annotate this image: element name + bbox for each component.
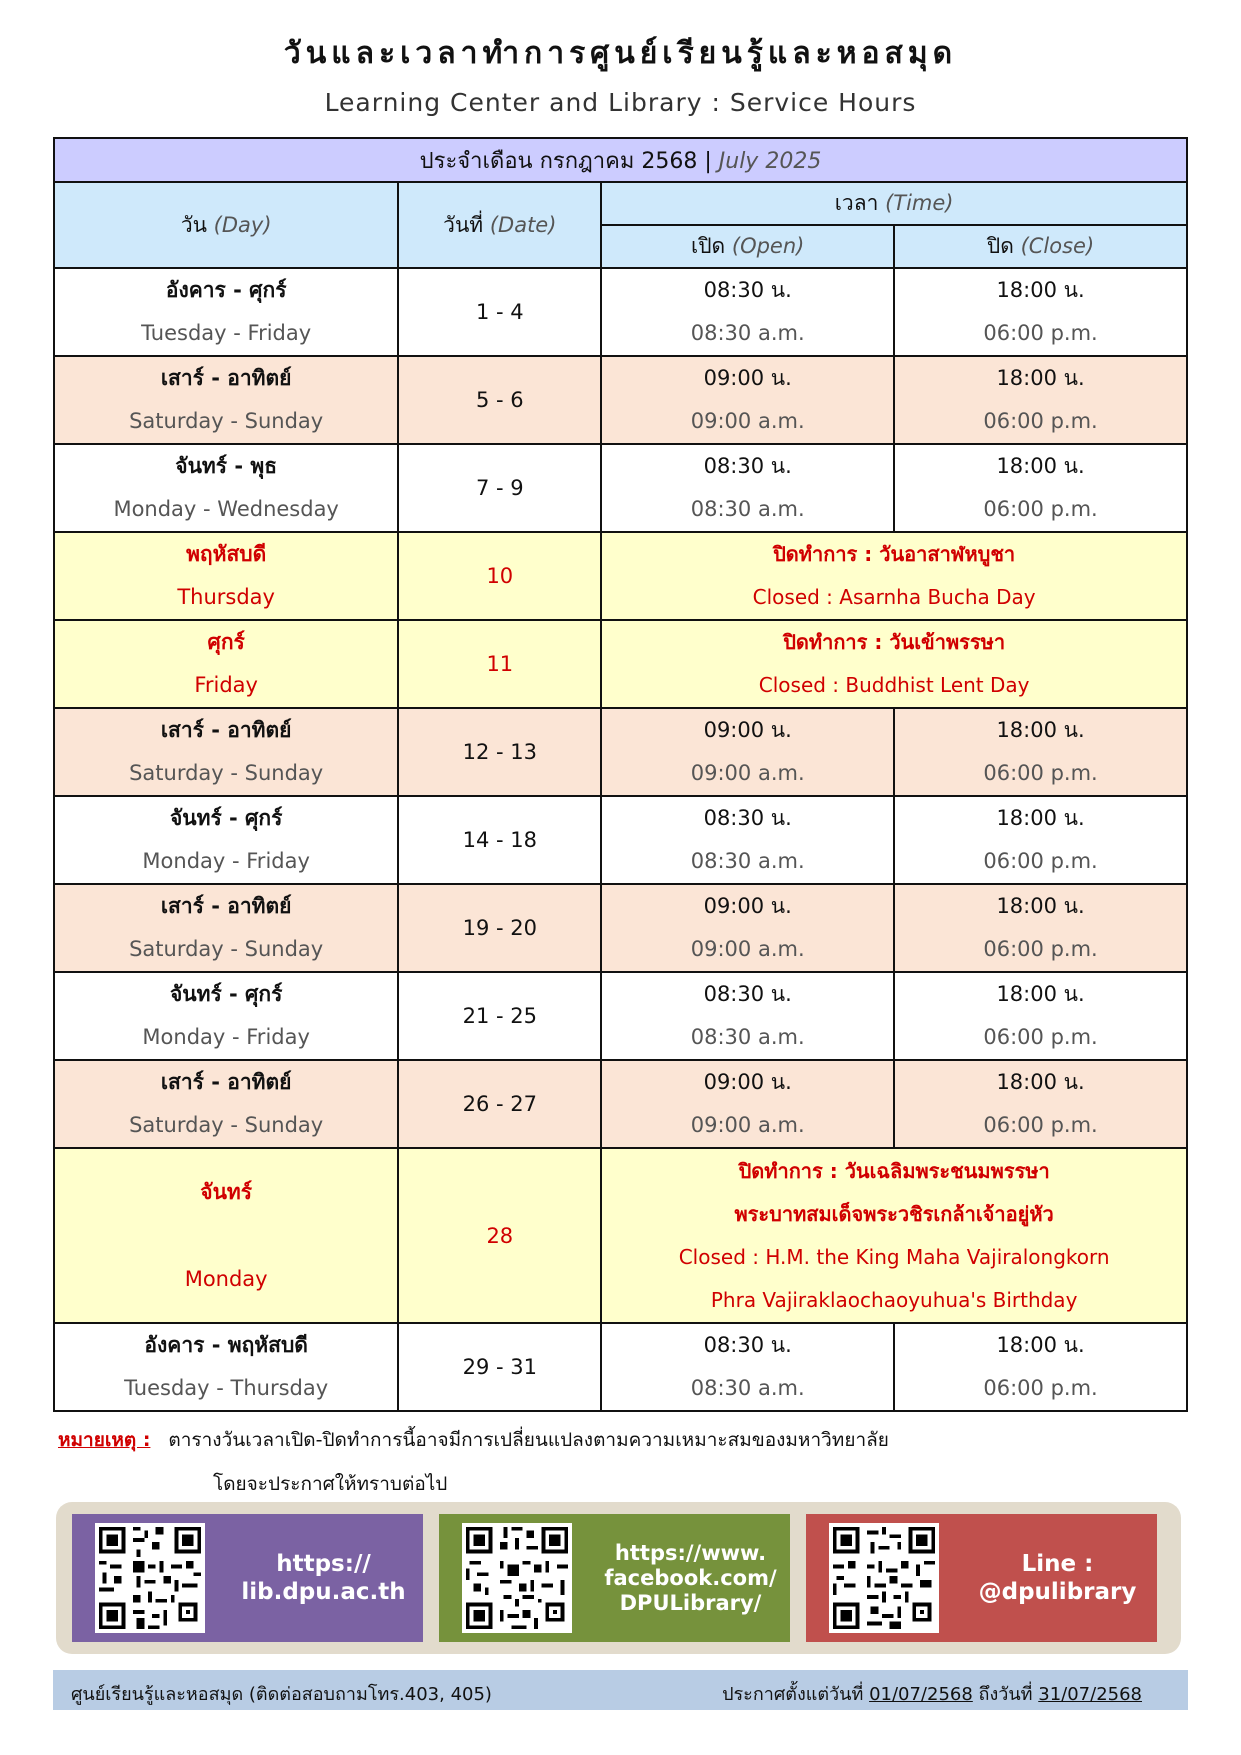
- footer-announce: [722, 1679, 1142, 1708]
- open-en: 09:00 a.m.: [690, 409, 805, 433]
- close-th: 18:00 น.: [996, 894, 1085, 918]
- close-cell: [894, 1323, 1187, 1411]
- close-en: 06:00 p.m.: [983, 1376, 1098, 1400]
- time-header-th: เวลา: [834, 191, 879, 215]
- close-cell: [894, 356, 1187, 444]
- day-cell: [54, 1148, 398, 1323]
- closed-cell: [601, 1148, 1187, 1323]
- close-en: 06:00 p.m.: [983, 409, 1098, 433]
- closed-en-2: Phra Vajiraklaochaoyuhua's Birthday: [710, 1287, 1078, 1312]
- open-cell: [601, 444, 894, 532]
- facebook-line-1: https://www.: [614, 1540, 767, 1565]
- website-card[interactable]: [72, 1514, 423, 1642]
- column-header-row: [54, 182, 1187, 225]
- day-th: จันทร์ - พุธ: [175, 454, 278, 478]
- close-th: 18:00 น.: [996, 366, 1085, 390]
- holiday-row: [54, 1148, 1187, 1323]
- line-line-1: Line :: [1021, 1551, 1094, 1577]
- day-cell: [54, 972, 398, 1060]
- qr-code-icon: [820, 1523, 948, 1633]
- day-cell: [54, 884, 398, 972]
- day-cell: [54, 708, 398, 796]
- facebook-line-2: facebook.com/: [604, 1565, 777, 1590]
- close-cell: [894, 1060, 1187, 1148]
- open-en: 09:00 a.m.: [690, 1113, 805, 1137]
- closed-th-2: พระบาทสมเด็จพระวชิรเกล้าเจ้าอยู่หัว: [734, 1201, 1054, 1226]
- date-cell: 19 - 20: [398, 884, 601, 972]
- holiday-row: [54, 620, 1187, 708]
- open-column-header: [601, 225, 894, 268]
- day-th: อังคาร - พฤหัสบดี: [144, 1333, 308, 1357]
- page-subtitle: Learning Center and Library : Service Hours: [324, 88, 917, 117]
- closed-th-1: ปิดทำการ : วันเฉลิมพระชนมพรรษา: [738, 1158, 1050, 1183]
- date-cell: 5 - 6: [398, 356, 601, 444]
- close-th: 18:00 น.: [996, 278, 1085, 302]
- month-header-row: [54, 138, 1187, 182]
- open-cell: [601, 708, 894, 796]
- date-cell: 12 - 13: [398, 708, 601, 796]
- closed-cell: [601, 620, 1187, 708]
- day-en: Tuesday - Friday: [141, 321, 312, 345]
- day-th: ศุกร์: [207, 630, 245, 654]
- day-th: จันทร์ - ศุกร์: [169, 982, 283, 1006]
- time-header-en: (Time): [885, 191, 954, 215]
- day-cell: [54, 444, 398, 532]
- open-en: 08:30 a.m.: [690, 1025, 805, 1049]
- date-cell: 1 - 4: [398, 268, 601, 356]
- month-en: July 2025: [718, 148, 822, 174]
- open-en: 08:30 a.m.: [690, 321, 805, 345]
- website-line-2: lib.dpu.ac.th: [241, 1579, 406, 1605]
- facebook-line-3: DPULibrary/: [619, 1590, 762, 1615]
- day-cell: [54, 532, 398, 620]
- month-th: ประจำเดือน กรกฎาคม 2568 |: [419, 148, 712, 174]
- close-cell: [894, 268, 1187, 356]
- date-cell: 29 - 31: [398, 1323, 601, 1411]
- day-cell: [54, 620, 398, 708]
- day-header-en: (Day): [213, 212, 272, 237]
- close-en: 06:00 p.m.: [983, 849, 1098, 873]
- closed-th: ปิดทำการ : วันอาสาฬหบูชา: [773, 542, 1016, 566]
- open-en: 08:30 a.m.: [690, 1376, 805, 1400]
- date-cell: 7 - 9: [398, 444, 601, 532]
- table-row: [54, 884, 1187, 972]
- announce-until-label: ถึงวันที่: [978, 1684, 1033, 1705]
- close-en: 06:00 p.m.: [983, 321, 1098, 345]
- open-cell: [601, 268, 894, 356]
- open-th: 08:30 น.: [703, 982, 792, 1006]
- date-column-header: [398, 182, 601, 268]
- open-cell: [601, 884, 894, 972]
- close-cell: [894, 444, 1187, 532]
- day-th: เสาร์ - อาทิตย์: [160, 894, 292, 918]
- day-en: Saturday - Sunday: [129, 409, 324, 433]
- day-th: อังคาร - ศุกร์: [165, 278, 287, 302]
- open-th: 09:00 น.: [703, 366, 792, 390]
- day-en: Saturday - Sunday: [129, 1113, 324, 1137]
- month-title: [54, 138, 1187, 182]
- close-cell: [894, 796, 1187, 884]
- close-en: 06:00 p.m.: [983, 761, 1098, 785]
- day-th: เสาร์ - อาทิตย์: [160, 718, 292, 742]
- day-th: เสาร์ - อาทิตย์: [160, 366, 292, 390]
- day-en: Tuesday - Thursday: [124, 1376, 329, 1400]
- day-en: Monday: [184, 1266, 268, 1291]
- open-header-th: เปิด: [691, 234, 726, 258]
- date-cell: 11: [398, 620, 601, 708]
- day-th: จันทร์ - ศุกร์: [169, 806, 283, 830]
- table-row: [54, 708, 1187, 796]
- note-label: หมายเหตุ :: [58, 1429, 151, 1451]
- table-row: [54, 356, 1187, 444]
- open-cell: [601, 972, 894, 1060]
- announce-label: ประกาศตั้งแต่วันที่: [722, 1684, 864, 1705]
- open-en: 09:00 a.m.: [690, 761, 805, 785]
- close-en: 06:00 p.m.: [983, 1113, 1098, 1137]
- note: [58, 1418, 889, 1506]
- facebook-card[interactable]: [439, 1514, 790, 1642]
- day-en: Monday - Wednesday: [113, 497, 339, 521]
- qr-code-icon: [86, 1523, 214, 1633]
- open-th: 08:30 น.: [703, 1333, 792, 1357]
- table-row: [54, 972, 1187, 1060]
- day-en: Saturday - Sunday: [129, 761, 324, 785]
- announce-to-date: 31/07/2568: [1038, 1684, 1142, 1705]
- line-card[interactable]: [806, 1514, 1157, 1642]
- day-th: เสาร์ - อาทิตย์: [160, 1070, 292, 1094]
- note-line-2: โดยจะประกาศให้ทราบต่อไป: [213, 1473, 448, 1495]
- table-row: [54, 796, 1187, 884]
- day-header-th: วัน: [180, 212, 207, 237]
- close-th: 18:00 น.: [996, 806, 1085, 830]
- footer-contact: ศูนย์เรียนรู้และหอสมุด (ติดต่อสอบถามโทร.403, 405): [71, 1684, 492, 1705]
- note-line-1: ตารางวันเวลาเปิด-ปิดทำการนี้อาจมีการเปลี่ยนแปลงตามความเหมาะสมของมหาวิทยาลัย: [168, 1429, 889, 1451]
- table-row: [54, 268, 1187, 356]
- day-column-header: [54, 182, 398, 268]
- close-column-header: [894, 225, 1187, 268]
- line-line-2: @dpulibrary: [978, 1579, 1137, 1605]
- website-line-1: https://: [276, 1551, 371, 1577]
- day-en: Thursday: [177, 585, 275, 609]
- schedule-table: [53, 137, 1188, 1412]
- day-th: จันทร์: [200, 1179, 253, 1204]
- closed-en: Closed : Buddhist Lent Day: [758, 673, 1030, 697]
- day-cell: [54, 268, 398, 356]
- date-cell: 10: [398, 532, 601, 620]
- close-th: 18:00 น.: [996, 454, 1085, 478]
- open-cell: [601, 796, 894, 884]
- holiday-row: [54, 532, 1187, 620]
- day-en: Monday - Friday: [142, 1025, 310, 1049]
- close-en: 06:00 p.m.: [983, 497, 1098, 521]
- date-cell: 14 - 18: [398, 796, 601, 884]
- closed-en: Closed : Asarnha Bucha Day: [752, 585, 1036, 609]
- date-cell: 26 - 27: [398, 1060, 601, 1148]
- qr-code-icon: [453, 1523, 581, 1633]
- open-th: 09:00 น.: [703, 718, 792, 742]
- day-en: Friday: [194, 673, 258, 697]
- close-cell: [894, 708, 1187, 796]
- website-link[interactable]: [224, 1550, 423, 1606]
- open-en: 08:30 a.m.: [690, 497, 805, 521]
- date-header-th: วันที่: [443, 212, 484, 237]
- closed-cell: [601, 532, 1187, 620]
- open-cell: [601, 356, 894, 444]
- close-cell: [894, 884, 1187, 972]
- open-th: 08:30 น.: [703, 454, 792, 478]
- open-th: 08:30 น.: [703, 278, 792, 302]
- day-th: พฤหัสบดี: [186, 542, 267, 566]
- day-en: Saturday - Sunday: [129, 937, 324, 961]
- time-column-header: [601, 182, 1187, 225]
- open-th: 08:30 น.: [703, 806, 792, 830]
- closed-en-1: Closed : H.M. the King Maha Vajiralongkorn: [678, 1244, 1110, 1269]
- close-header-th: ปิด: [986, 234, 1014, 258]
- date-cell: 21 - 25: [398, 972, 601, 1060]
- open-header-en: (Open): [731, 234, 805, 258]
- close-en: 06:00 p.m.: [983, 1025, 1098, 1049]
- day-cell: [54, 796, 398, 884]
- facebook-link[interactable]: [591, 1541, 790, 1616]
- close-cell: [894, 972, 1187, 1060]
- line-link[interactable]: [958, 1550, 1157, 1606]
- open-th: 09:00 น.: [703, 1070, 792, 1094]
- close-en: 06:00 p.m.: [983, 937, 1098, 961]
- announce-from-date: 01/07/2568: [869, 1684, 973, 1705]
- table-row: [54, 444, 1187, 532]
- footer-bar: [53, 1670, 1188, 1710]
- close-th: 18:00 น.: [996, 718, 1085, 742]
- contact-banner: [56, 1502, 1181, 1654]
- table-row: [54, 1323, 1187, 1411]
- close-header-en: (Close): [1020, 234, 1095, 258]
- open-cell: [601, 1323, 894, 1411]
- page-title: วันและเวลาทำการศูนย์เรียนรู้และหอสมุด: [283, 36, 958, 71]
- close-th: 18:00 น.: [996, 982, 1085, 1006]
- table-row: [54, 1060, 1187, 1148]
- open-en: 09:00 a.m.: [690, 937, 805, 961]
- close-th: 18:00 น.: [996, 1070, 1085, 1094]
- day-cell: [54, 1323, 398, 1411]
- open-cell: [601, 1060, 894, 1148]
- date-cell: 28: [398, 1148, 601, 1323]
- open-en: 08:30 a.m.: [690, 849, 805, 873]
- open-th: 09:00 น.: [703, 894, 792, 918]
- day-cell: [54, 1060, 398, 1148]
- day-en: Monday - Friday: [142, 849, 310, 873]
- closed-th: ปิดทำการ : วันเข้าพรรษา: [783, 630, 1006, 654]
- close-th: 18:00 น.: [996, 1333, 1085, 1357]
- day-cell: [54, 356, 398, 444]
- date-header-en: (Date): [489, 212, 557, 237]
